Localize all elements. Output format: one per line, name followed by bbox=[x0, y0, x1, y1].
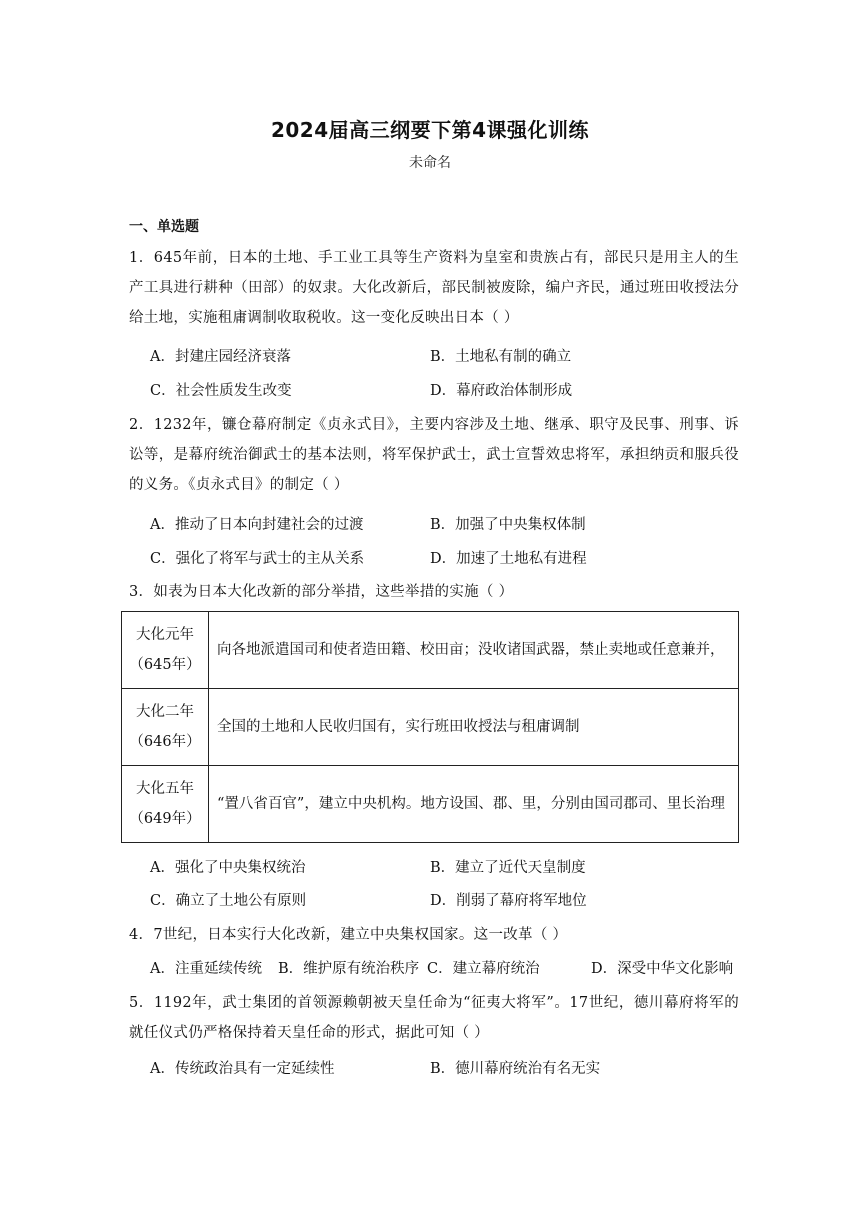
question-1-options-row-2 bbox=[150, 376, 750, 406]
question-1-options-row-1 bbox=[150, 342, 750, 372]
question-1-option-a: A．封建庄园经济衰落 bbox=[150, 349, 291, 365]
question-4-option-b: B．维护原有统治秩序 bbox=[278, 961, 420, 977]
question-3-options-row-2 bbox=[150, 886, 750, 916]
year-ad: （645年） bbox=[129, 657, 201, 673]
year-label: 大化二年 bbox=[136, 704, 194, 720]
question-4-option-d: D．深受中华文化影响 bbox=[591, 961, 734, 977]
page-subtitle: 未命名 bbox=[409, 155, 451, 171]
question-3-option-c: C．确立了土地公有原则 bbox=[150, 893, 307, 909]
question-2-option-c: C．强化了将军与武士的主从关系 bbox=[150, 551, 365, 567]
question-1-option-c: C．社会性质发生改变 bbox=[150, 383, 292, 399]
year-label: 大化元年 bbox=[136, 627, 194, 643]
question-3-stem: 3．如表为日本大化改新的部分举措，这些举措的实施（ ） bbox=[129, 584, 514, 600]
question-5-options-row-1 bbox=[150, 1054, 750, 1084]
question-1-option-d: D．幕府政治体制形成 bbox=[430, 383, 573, 399]
table-row bbox=[122, 612, 739, 689]
question-5-option-b: B．德川幕府统治有名无实 bbox=[430, 1061, 601, 1077]
year-ad: （646年） bbox=[129, 734, 201, 750]
question-2-option-a: A．推动了日本向封建社会的过渡 bbox=[150, 517, 364, 533]
question-4-options-row bbox=[150, 954, 750, 984]
table-row bbox=[122, 766, 739, 843]
table-cell-description: 全国的土地和人民收归国有，实行班田收授法与租庸调制 bbox=[209, 689, 739, 766]
question-2-option-b: B．加强了中央集权体制 bbox=[430, 517, 586, 533]
table-cell-year bbox=[122, 766, 209, 843]
question-3-options-row-1 bbox=[150, 853, 750, 883]
table-row bbox=[122, 689, 739, 766]
question-1-option-b: B．土地私有制的确立 bbox=[430, 349, 572, 365]
reform-table bbox=[121, 611, 739, 843]
question-2-options-row-2 bbox=[150, 544, 750, 574]
question-4-option-c: C．建立幕府统治 bbox=[427, 961, 540, 977]
question-2-stem: 2．1232年，镰仓幕府制定《贞永式目》，主要内容涉及土地、继承、职守及民事、刑事、诉讼等，是幕府统治御武士的基本法则，将军保护武士，武士宣誓效忠将军，承担纳贡和服兵役的义务。《贞永式目》的制定（ ） bbox=[129, 417, 739, 493]
table-cell-description: 向各地派遣国司和使者造田籍、校田亩；没收诸国武器，禁止卖地或任意兼并， bbox=[209, 612, 739, 689]
question-1-stem: 1．645年前，日本的土地、手工业工具等生产资料为皇室和贵族占有，部民只是用主人的生产工具进行耕种（田部）的奴隶。大化改新后，部民制被废除，编户齐民，通过班田收授法分给土地，实施租庸调制收取税收。这一变化反映出日本（ ） bbox=[129, 250, 739, 326]
year-label: 大化五年 bbox=[136, 781, 194, 797]
table-cell-year bbox=[122, 612, 209, 689]
question-4-stem: 4．7世纪，日本实行大化改新，建立中央集权国家。这一改革（ ） bbox=[129, 927, 568, 943]
table-cell-description: “置八省百官”，建立中央机构。地方设国、郡、里，分别由国司郡司、里长治理 bbox=[209, 766, 739, 843]
question-3-option-b: B．建立了近代天皇制度 bbox=[430, 860, 586, 876]
question-3-option-d: D．削弱了幕府将军地位 bbox=[430, 893, 587, 909]
table-cell-year bbox=[122, 689, 209, 766]
question-2-options-row-1 bbox=[150, 510, 750, 540]
year-ad: （649年） bbox=[129, 811, 201, 827]
question-4-option-a: A．注重延续传统 bbox=[150, 961, 262, 977]
page-title: 2024届高三纲要下第4课强化训练 bbox=[270, 118, 590, 142]
question-5-stem: 5．1192年，武士集团的首领源赖朝被天皇任命为“征夷大将军”。17世纪，德川幕府将军的就任仪式仍严格保持着天皇任命的形式，据此可知（ ） bbox=[129, 995, 739, 1041]
question-5-option-a: A．传统政治具有一定延续性 bbox=[150, 1061, 335, 1077]
question-3-option-a: A．强化了中央集权统治 bbox=[150, 860, 306, 876]
question-2-option-d: D．加速了土地私有进程 bbox=[430, 551, 587, 567]
section-heading: 一、单选题 bbox=[129, 219, 199, 235]
